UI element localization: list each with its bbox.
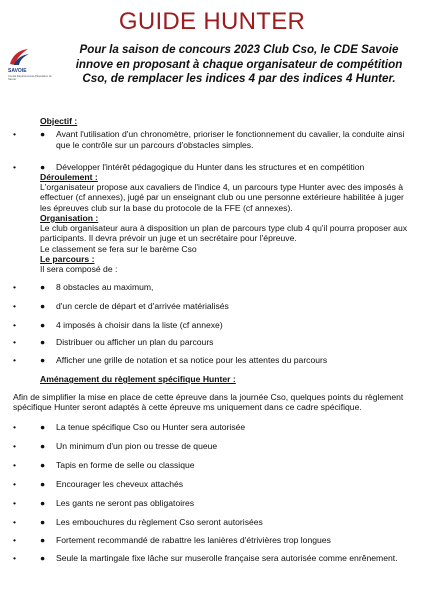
list-item: Les gants ne seront pas obligatoires	[56, 498, 195, 508]
list-item: d'un cercle de départ et d'arrivée matérialisés	[56, 301, 229, 311]
list-item: Un minimum d'un pion ou tresse de queue	[56, 441, 218, 451]
bullet-icon: •	[13, 441, 17, 451]
organisation-text-2: Le classement se fera sur le barème Cso	[40, 244, 197, 254]
list-item: Développer l'intérêt pédagogique du Hunter dans les structures et en compétition	[56, 162, 365, 172]
logo	[8, 46, 58, 98]
bullet-icon: •	[13, 498, 17, 508]
list-item: Seule la martingale fixe lâche sur muserolle française sera autorisée comme enrênement.	[56, 553, 398, 563]
bullet-icon: ●	[40, 282, 46, 292]
parcours-intro: Il sera composé de :	[40, 264, 118, 274]
organisation-text: Le club organisateur aura à disposition un plan de parcours type club 4 qu'il pourra proposer aux participants. Il devra prévoir un juge et un secrétaire pour l'épreuve.	[40, 223, 408, 244]
objectif-heading: Objectif :	[40, 116, 78, 126]
logo-icon	[8, 46, 30, 68]
bullet-icon: •	[13, 162, 17, 172]
bullet-icon: ●	[40, 553, 46, 563]
bullet-icon: ●	[40, 498, 46, 508]
bullet-icon: •	[13, 282, 17, 292]
amenagement-text: Afin de simplifier la mise en place de cette épreuve dans la journée Cso, quelques points du règlement spécifique Hunter seront adaptés à cette épreuve ms uniquement dans ce cadre spécifique.	[13, 392, 404, 413]
bullet-icon: ●	[40, 301, 46, 311]
bullet-icon: •	[13, 301, 17, 311]
parcours-heading: Le parcours :	[40, 254, 95, 264]
bullet-icon: ●	[40, 479, 46, 489]
bullet-icon: •	[13, 355, 17, 365]
bullet-icon: ●	[40, 517, 46, 527]
bullet-icon: ●	[40, 460, 46, 470]
list-item: Avant l'utilisation d'un chronomètre, prioriser le fonctionnement du cavalier, la conduite ainsi que le contrôle sur un parcours d'obstacles simples.	[56, 129, 405, 150]
page-title: GUIDE HUNTER	[118, 8, 306, 35]
organisation-heading: Organisation :	[40, 213, 99, 223]
bullet-icon: •	[13, 517, 17, 527]
list-item: Afficher une grille de notation et sa notice pour les attentes du parcours	[56, 355, 328, 365]
bullet-icon: •	[13, 535, 17, 545]
bullet-icon: ●	[40, 129, 46, 139]
bullet-icon: •	[13, 129, 17, 139]
list-item: Distribuer ou afficher un plan du parcours	[56, 337, 214, 347]
bullet-icon: ●	[40, 355, 46, 365]
list-item: Fortement recommandé de rabattre les lanières d'étrivières trop longues	[56, 535, 331, 545]
bullet-icon: ●	[40, 320, 46, 330]
list-item: Encourager les cheveux attachés	[56, 479, 184, 489]
bullet-icon: ●	[40, 535, 46, 545]
list-item: Les embouchures du règlement Cso seront autorisées	[56, 517, 263, 527]
list-item: 8 obstacles au maximum,	[56, 282, 154, 292]
amenagement-heading: Aménagement du règlement spécifique Hunter :	[40, 374, 236, 384]
bullet-icon: •	[13, 422, 17, 432]
bullet-icon: •	[13, 320, 17, 330]
bullet-icon: ●	[40, 337, 46, 347]
bullet-icon: ●	[40, 422, 46, 432]
list-item: La tenue spécifique Cso ou Hunter sera autorisée	[56, 422, 246, 432]
deroulement-heading: Déroulement :	[40, 172, 98, 182]
bullet-icon: •	[13, 553, 17, 563]
intro-text: Pour la saison de concours 2023 Club Cso, le CDE Savoie innove en proposant à chaque organisateur de compétition Cso, de remplacer les indices 4 par des indices 4 Hunter.	[75, 43, 403, 85]
deroulement-text: L'organisateur propose aux cavaliers de l'indice 4, un parcours type Hunter avec des imposés à effectuer (cf annexes), jugé par un enseignant club ou une personne extérieure habilitée à juger les épreuves club sur la base du protocole de la FFE (cf annexes).	[40, 182, 404, 213]
bullet-icon: ●	[40, 441, 46, 451]
list-item: Tapis en forme de selle ou classique	[56, 460, 195, 470]
logo-subtitle: Comité Départemental d'Équitation de Savoie	[8, 75, 52, 82]
bullet-icon: •	[13, 460, 17, 470]
bullet-icon: •	[13, 337, 17, 347]
logo-name: SAVOIE	[8, 68, 27, 74]
bullet-icon: ●	[40, 162, 46, 172]
bullet-icon: •	[13, 479, 17, 489]
list-item: 4 imposés à choisir dans la liste (cf annexe)	[56, 320, 223, 330]
